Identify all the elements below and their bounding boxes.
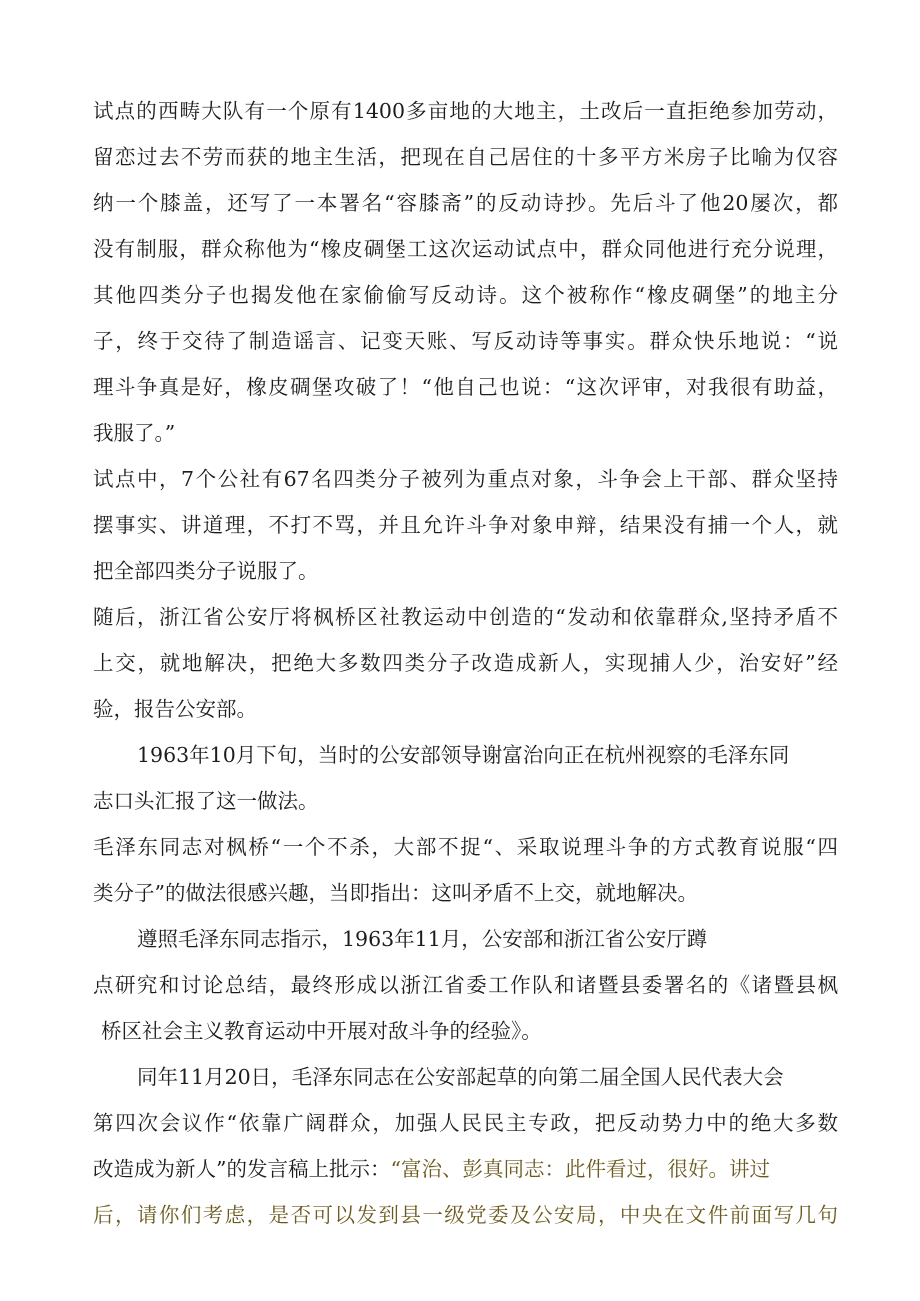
text-line: 上交，就地解决，把绝大多数四类分子改造成新人，实现捕人少，治安好”经 — [93, 651, 838, 675]
text-line: 1963年10月下旬，当时的公安部领导谢富治向正在杭州视察的毛泽东同 — [137, 743, 790, 767]
text-line: 没有制服，群众称他为“橡皮碉堡工这次运动试点中，群众同他进行充分说理， — [93, 237, 838, 261]
text-line: 子，终于交待了制造谣言、记变天账、写反动诗等事实。群众快乐地说：“说 — [93, 329, 838, 353]
text-line: 志口头汇报了这一做法。 — [93, 789, 319, 813]
text-line: 其他四类分子也揭发他在家偷偷写反动诗。这个被称作“橡皮碉堡”的地主分 — [93, 283, 838, 307]
text-line — [93, 1146, 838, 1192]
text-line: 把全部四类分子说服了。 — [93, 559, 319, 583]
text-line: 同年11月20日，毛泽东同志在公安部起草的向第二届全国人民代表大会 — [137, 1065, 784, 1089]
text-line: 验，报告公安部。 — [93, 697, 257, 721]
text-line: 点研究和讨论总结，最终形成以浙江省委工作队和诸暨县委署名的《诸暨县枫 — [93, 973, 838, 997]
text-line: 理斗争真是好，橡皮碉堡攻破了！“他自己也说：“这次评审，对我很有助益， — [93, 375, 838, 399]
text-line: 摆事实、讲道理，不打不骂，并且允许斗争对象申辩，结果没有捕一个人，就 — [93, 513, 838, 537]
text-span: 改造成为新人”的发言稿上批示： — [93, 1157, 391, 1181]
text-line: 毛泽东同志对枫桥“一个不杀，大部不捉“、采取说理斗争的方式教育说服“四 — [93, 835, 838, 859]
text-line: 类分子”的做法很感兴趣，当即指出：这叫矛盾不上交，就地解决。 — [93, 881, 698, 905]
highlighted-quote-line: 后，请你们考虑，是否可以发到县一级党委及公安局，中央在文件前面写几句 — [93, 1203, 838, 1227]
text-line: 试点中，7个公社有67名四类分子被列为重点对象，斗争会上干部、群众坚持 — [93, 467, 838, 491]
text-line: 第四次会议作“依靠广阔群众，加强人民民主专政，把反动势力中的绝大多数 — [93, 1111, 838, 1135]
text-line: 桥区社会主义教育运动中开展对敌斗争的经验》。 — [101, 1019, 542, 1043]
text-line: 试点的西畴大队有一个原有1400多亩地的大地主，土改后一直拒绝参加劳动， — [93, 99, 838, 123]
text-line: 随后，浙江省公安厅将枫桥区社教运动中创造的“发动和依靠群众,坚持矛盾不 — [93, 605, 838, 629]
text-line: 纳一个膝盖，还写了一本署名“容膝斋”的反动诗抄。先后斗了他20屡次，都 — [93, 191, 838, 215]
document-page — [93, 88, 838, 1238]
text-line: 遵照毛泽东同志指示，1963年11月，公安部和浙江省公安厅蹲 — [137, 927, 708, 951]
text-line: 留恋过去不劳而获的地主生活，把现在自己居住的十多平方米房子比喻为仅容 — [93, 145, 838, 169]
text-line: 我服了。” — [93, 421, 176, 445]
highlighted-quote: “富治、彭真同志：此件看过，很好。讲过 — [390, 1157, 770, 1181]
